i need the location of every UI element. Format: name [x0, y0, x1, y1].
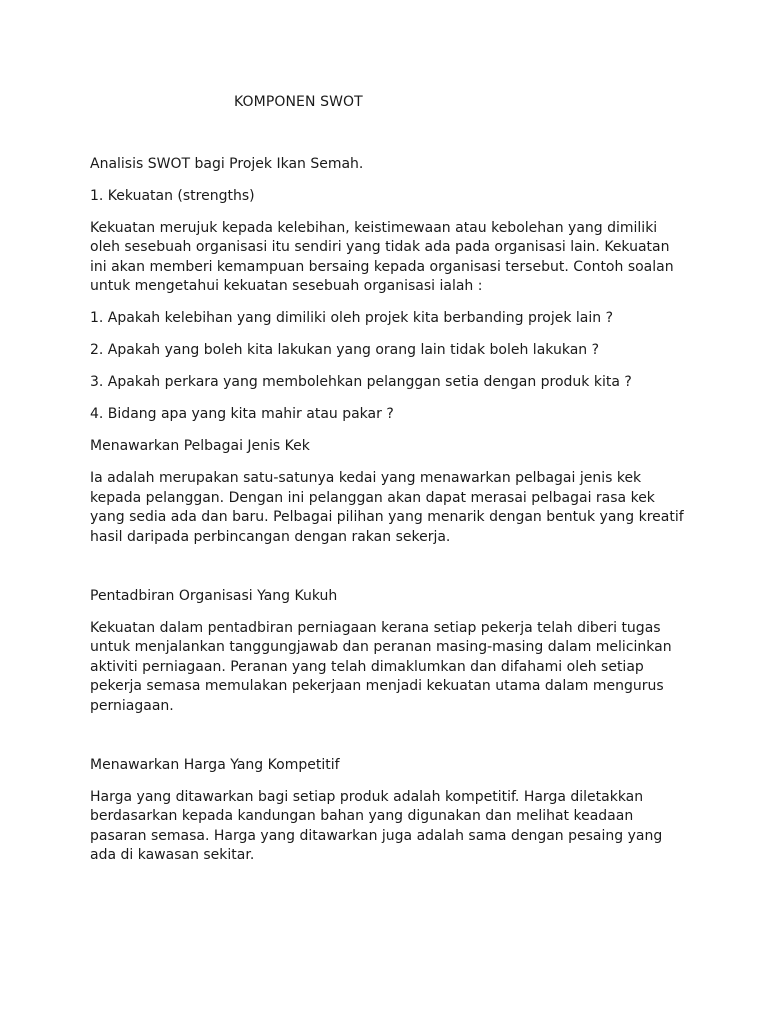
question-2: 2. Apakah yang boleh kita lakukan yang orang lain tidak boleh lakukan ? [90, 342, 600, 358]
strength-body-cakes: Ia adalah merupakan satu-satunya kedai yang menawarkan pelbagai jenis kek kepada pelanggan. Dengan ini pelanggan akan dapat merasai pelbagai rasa kek yang sedia ada dan baru. Pelbagai pilihan yang menarik dengan bentuk yang kreatif hasil daripada perbincangan dengan rakan sekerja. [90, 470, 684, 545]
strength-heading-pricing: Menawarkan Harga Yang Kompetitif [90, 756, 340, 773]
strength-heading-administration: Pentadbiran Organisasi Yang Kukuh [90, 587, 338, 604]
section-heading: 1. Kekuatan (strengths) [90, 187, 255, 204]
strength-body-administration: Kekuatan dalam pentadbiran perniagaan kerana setiap pekerja telah diberi tugas untuk menjalankan tanggungjawab dan peranan masing-masing dalam melicinkan aktiviti perniagaan. Peranan yang telah dimaklumkan dan difahami oleh setiap pekerja semasa memulakan pekerjaan menjadi kekuatan utama dalam mengurus perniagaan. [90, 619, 672, 714]
intro-paragraph: Analisis SWOT bagi Projek Ikan Semah. [90, 155, 364, 172]
paragraph-spacer [90, 560, 690, 587]
definition-paragraph: Kekuatan merujuk kepada kelebihan, keistimewaan atau kebolehan yang dimiliki oleh sesebuah organisasi itu sendiri yang tidak ada pada organisasi lain. Kekuatan ini akan memberi kemampuan bersaing kepada organisasi tersebut. Contoh soalan untuk mengetahui kekuatan sesebuah organisasi ialah : [90, 219, 674, 294]
strength-heading-cakes: Menawarkan Pelbagai Jenis Kek [90, 438, 310, 454]
document-title: KOMPONEN SWOT [234, 94, 363, 110]
paragraph-spacer [90, 729, 690, 756]
question-3: 3. Apakah perkara yang membolehkan pelanggan setia dengan produk kita ? [90, 374, 632, 390]
document-body [90, 93, 690, 878]
strength-body-pricing: Harga yang ditawarkan bagi setiap produk adalah kompetitif. Harga diletakkan berdasarkan kepada kandungan bahan yang digunakan dan melihat keadaan pasaran semasa. Harga yang ditawarkan juga adalah sama dengan pesaing yang ada di kawasan sekitar. [90, 788, 663, 863]
question-4: 4. Bidang apa yang kita mahir atau pakar ? [90, 406, 394, 422]
question-1: 1. Apakah kelebihan yang dimiliki oleh projek kita berbanding projek lain ? [90, 310, 614, 326]
